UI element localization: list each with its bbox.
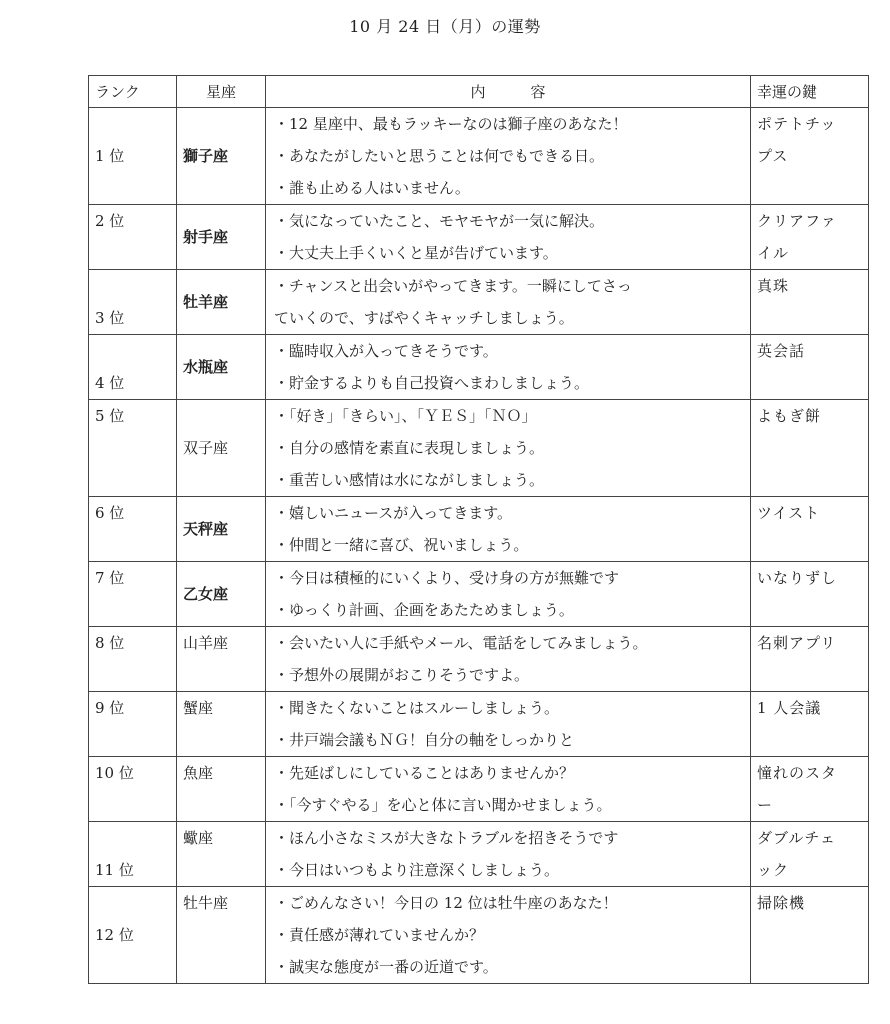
key-text: ダブルチェ [757, 829, 836, 847]
key-text: ポテトチッ [757, 115, 837, 133]
header-rank: ランク [89, 76, 177, 108]
sign-cell [177, 335, 266, 400]
sign-text: 乙女座 [183, 585, 229, 603]
rank-cell [89, 757, 177, 822]
table-row [89, 497, 869, 562]
rank-text: 8 位 [95, 634, 125, 652]
key-cell [751, 335, 869, 400]
table-row [89, 887, 869, 984]
sign-cell [177, 400, 266, 497]
sign-text: 水瓶座 [183, 358, 229, 376]
content-line: ・ゆっくり計画、企画をあたためましょう。 [274, 601, 574, 619]
content-line: ・今日はいつもより注意深くしましょう。 [274, 861, 560, 879]
rank-cell [89, 270, 177, 335]
sign-text: 獅子座 [183, 147, 229, 165]
rank-text: 3 位 [95, 309, 125, 327]
content-line: ・「今すぐやる」を心と体に言い聞かせましょう。 [274, 796, 612, 814]
rank-cell [89, 400, 177, 497]
key-cell [751, 692, 869, 757]
table-row [89, 822, 869, 887]
rank-text: 10 位 [95, 764, 134, 782]
key-text: イル [757, 244, 790, 262]
key-cell [751, 562, 869, 627]
content-cell [266, 335, 751, 400]
content-cell [266, 270, 751, 335]
rank-cell [89, 108, 177, 205]
key-cell [751, 270, 869, 335]
table-row [89, 108, 869, 205]
header-content: 内 容 [266, 76, 751, 108]
rank-text: 4 位 [95, 374, 125, 392]
content-cell [266, 627, 751, 692]
sign-cell [177, 822, 266, 887]
key-text: 1 人会議 [757, 699, 822, 717]
content-cell [266, 497, 751, 562]
key-text: いなりずし [757, 569, 838, 587]
sign-cell [177, 627, 266, 692]
rank-text: 9 位 [95, 699, 125, 717]
sign-cell [177, 887, 266, 984]
table-row [89, 627, 869, 692]
rank-text: 7 位 [95, 569, 125, 587]
key-cell [751, 822, 869, 887]
sign-cell [177, 562, 266, 627]
table-row [89, 692, 869, 757]
content-cell [266, 757, 751, 822]
content-line: ・貯金するよりも自己投資へまわしましょう。 [274, 374, 590, 392]
content-line: ・先延ばしにしていることはありませんか？ [274, 764, 575, 782]
page-title: 10 月 24 日（月）の運勢 [349, 17, 541, 36]
content-line: ・予想外の展開がおこりそうですよ。 [274, 666, 530, 684]
content-cell [266, 822, 751, 887]
key-cell [751, 205, 869, 270]
content-line: ・自分の感情を素直に表現しましょう。 [274, 439, 545, 457]
sign-cell [177, 270, 266, 335]
table-row [89, 270, 869, 335]
key-cell [751, 887, 869, 984]
rank-text: 12 位 [95, 926, 134, 944]
key-text: ー [757, 796, 774, 814]
sign-text: 双子座 [183, 439, 229, 457]
key-text: 英会話 [757, 342, 806, 360]
sign-text: 牡羊座 [183, 293, 229, 311]
rank-cell [89, 692, 177, 757]
key-text: ツイスト [757, 504, 821, 522]
content-line: ていくので、すばやくキャッチしましょう。 [274, 309, 574, 327]
content-line: ・会いたい人に手紙やメール、電話をしてみましょう。 [274, 634, 648, 652]
key-text: 真珠 [757, 277, 790, 295]
content-cell [266, 887, 751, 984]
content-line: ・ごめんなさい！今日の 12 位は牡牛座のあなた！ [274, 894, 618, 912]
rank-text: 11 位 [95, 861, 134, 879]
sign-cell [177, 108, 266, 205]
rank-text: 2 位 [95, 212, 125, 230]
content-line: ・12 星座中、最もラッキーなのは獅子座のあなた！ [274, 115, 628, 133]
rank-cell [89, 497, 177, 562]
sign-cell [177, 497, 266, 562]
header-sign: 星座 [177, 76, 266, 108]
key-cell [751, 627, 869, 692]
content-line: ・誠実な態度が一番の近道です。 [274, 958, 498, 976]
content-line: ・あなたがしたいと思うことは何でもできる日。 [274, 147, 605, 165]
content-line: ・臨時収入が入ってきそうです。 [274, 342, 498, 360]
key-text: 掃除機 [757, 894, 806, 912]
key-text: プス [757, 147, 789, 165]
sign-text: 蟹座 [183, 699, 214, 717]
content-line: ・聞きたくないことはスルーしましょう。 [274, 699, 560, 717]
rank-cell [89, 822, 177, 887]
key-text: 憧れのスタ [757, 764, 838, 782]
content-line: ・チャンスと出会いがやってきます。一瞬にしてさっ [274, 277, 632, 295]
content-cell [266, 692, 751, 757]
content-line: ・ほん小さなミスが大きなトラブルを招きそうです [274, 829, 619, 847]
content-cell [266, 205, 751, 270]
sign-text: 山羊座 [183, 634, 229, 652]
content-line: ・嬉しいニュースが入ってきます。 [274, 504, 513, 522]
rank-cell [89, 887, 177, 984]
header-row [89, 76, 869, 108]
sign-text: 射手座 [183, 228, 229, 246]
key-cell [751, 400, 869, 497]
key-text: 名刺アプリ [757, 634, 837, 652]
content-line: ・仲間と一緒に喜び、祝いましょう。 [274, 536, 529, 554]
rank-text: 5 位 [95, 407, 125, 425]
sign-text: 牡牛座 [183, 894, 229, 912]
sign-text: 魚座 [183, 764, 214, 782]
content-line: ・責任感が薄れていませんか？ [274, 926, 485, 944]
table-row [89, 562, 869, 627]
rank-text: 1 位 [95, 147, 125, 165]
header-key: 幸運の鍵 [751, 76, 869, 108]
table-row [89, 757, 869, 822]
horoscope-table [88, 75, 869, 984]
content-line: ・誰も止める人はいません。 [274, 179, 470, 197]
key-cell [751, 757, 869, 822]
sign-text: 蠍座 [183, 829, 214, 847]
content-line: ・井戸端会議もＮＧ！自分の軸をしっかりと [274, 731, 575, 749]
sign-cell [177, 205, 266, 270]
rank-cell [89, 205, 177, 270]
rank-text: 6 位 [95, 504, 125, 522]
rank-cell [89, 562, 177, 627]
key-text: ック [757, 861, 790, 879]
content-line: ・大丈夫上手くいくと星が告げています。 [274, 244, 558, 262]
sign-text: 天秤座 [183, 520, 229, 538]
content-line: ・重苦しい感情は水にながしましょう。 [274, 471, 545, 489]
key-cell [751, 497, 869, 562]
table-row [89, 335, 869, 400]
content-cell [266, 400, 751, 497]
content-cell [266, 562, 751, 627]
content-line: ・今日は積極的にいくより、受け身の方が無難です [274, 569, 620, 587]
key-cell [751, 108, 869, 205]
key-text: クリアファ [757, 212, 837, 230]
sign-cell [177, 757, 266, 822]
table-row [89, 205, 869, 270]
content-line: ・「好き」「きらい」、「ＹＥＳ」「ＮＯ」 [274, 407, 537, 425]
key-text: よもぎ餅 [757, 407, 822, 425]
rank-cell [89, 627, 177, 692]
sign-cell [177, 692, 266, 757]
rank-cell [89, 335, 177, 400]
content-cell [266, 108, 751, 205]
table-row [89, 400, 869, 497]
content-line: ・気になっていたこと、モヤモヤが一気に解決。 [274, 212, 605, 230]
